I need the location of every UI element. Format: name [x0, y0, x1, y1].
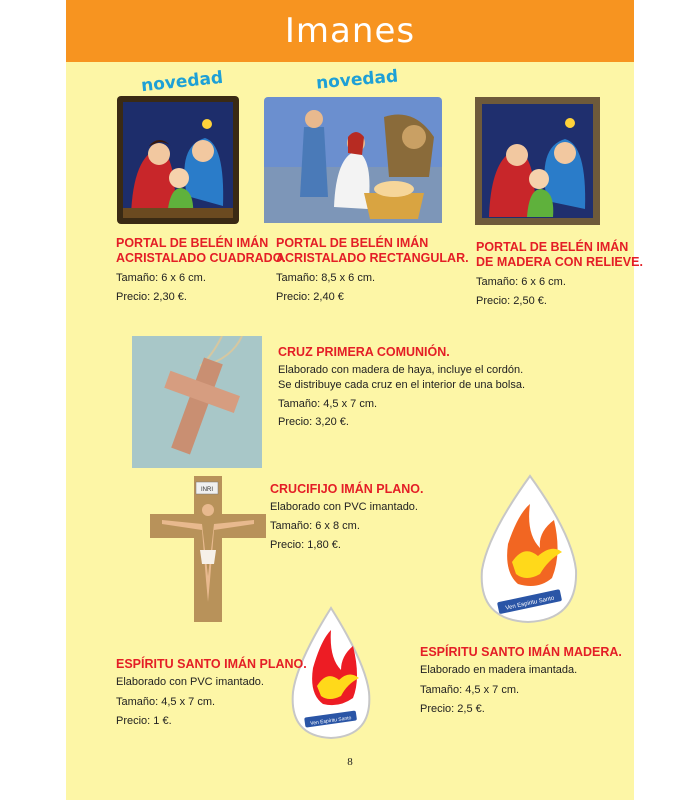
novedad-badge-2: novedad	[315, 66, 399, 94]
holy-spirit-wood-banner: Ven Espíritu Santo	[505, 595, 555, 612]
page-title: Imanes	[284, 11, 416, 51]
crucifix-sign-text: INRI	[201, 487, 213, 493]
holy-spirit-wood-image	[478, 474, 580, 624]
nativity-rectangle-image	[264, 97, 442, 223]
product-size-3: Tamaño: 6 x 6 cm.	[476, 276, 566, 288]
product-desc-6: Elaborado en madera imantada.	[420, 664, 578, 676]
holy-spirit-flat-banner: Ven Espíritu Santo	[309, 715, 352, 727]
header-bar	[66, 0, 634, 62]
product-desc-4b: Se distribuye cada cruz en el interior de una bolsa.	[278, 379, 526, 391]
product-price-4: Precio: 3,20 €.	[278, 416, 349, 428]
product-price-3: Precio: 2,50 €.	[476, 295, 547, 307]
crucifix-image	[150, 476, 266, 622]
product-price-5: Precio: 1,80 €.	[270, 539, 341, 551]
product-size-1: Tamaño: 6 x 6 cm.	[116, 272, 206, 284]
product-title-1a: PORTAL DE BELÉN IMÁN	[116, 236, 269, 250]
product-title-7: ESPÍRITU SANTO IMÁN PLANO.	[116, 657, 307, 671]
product-title-4: CRUZ PRIMERA COMUNIÓN.	[278, 345, 450, 359]
product-size-2: Tamaño: 8,5 x 6 cm.	[276, 272, 376, 284]
product-title-6: ESPÍRITU SANTO IMÁN MADERA.	[420, 645, 622, 659]
product-price-7: Precio: 1 €.	[116, 715, 172, 727]
product-title-1b: ACRISTALADO CUADRADO.	[116, 251, 286, 265]
product-desc-7: Elaborado con PVC imantado.	[116, 676, 264, 688]
product-size-4: Tamaño: 4,5 x 7 cm.	[278, 398, 378, 410]
nativity-wood-image	[475, 97, 600, 225]
product-price-1: Precio: 2,30 €.	[116, 291, 187, 303]
product-title-2a: PORTAL DE BELÉN IMÁN	[276, 236, 429, 250]
page-number: 8	[347, 756, 353, 768]
product-size-5: Tamaño: 6 x 8 cm.	[270, 520, 360, 532]
nativity-square-image	[117, 96, 239, 224]
holy-spirit-flat-image	[289, 606, 373, 740]
product-desc-5: Elaborado con PVC imantado.	[270, 501, 418, 513]
product-size-7: Tamaño: 4,5 x 7 cm.	[116, 696, 216, 708]
product-title-3b: DE MADERA CON RELIEVE.	[476, 255, 643, 269]
novedad-badge-1: novedad	[140, 67, 225, 97]
product-title-5: CRUCIFIJO IMÁN PLANO.	[270, 482, 424, 496]
communion-cross-image	[132, 336, 262, 468]
product-price-2: Precio: 2,40 €	[276, 291, 344, 303]
product-title-3a: PORTAL DE BELÉN IMÁN	[476, 240, 629, 254]
product-price-6: Precio: 2,5 €.	[420, 703, 485, 715]
product-size-6: Tamaño: 4,5 x 7 cm.	[420, 684, 520, 696]
product-title-2b: ACRISTALADO RECTANGULAR.	[276, 251, 469, 265]
product-desc-4a: Elaborado con madera de haya, incluye el cordón.	[278, 364, 524, 376]
